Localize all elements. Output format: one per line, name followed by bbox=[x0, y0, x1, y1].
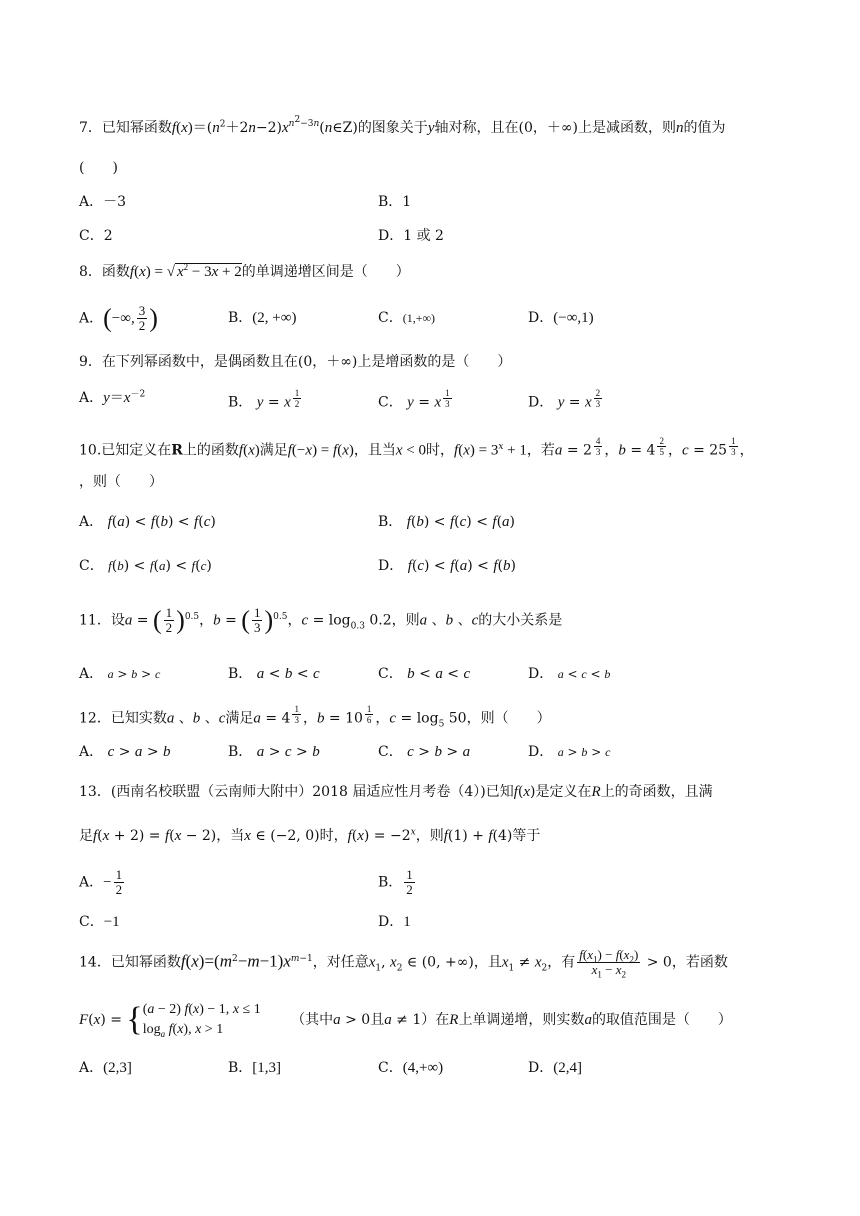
q8-option-b: B．(2, +∞) bbox=[228, 310, 297, 326]
q10-paren: ，则（ ） bbox=[79, 474, 163, 490]
q9-option-a: A．$y=x^{-2}$ bbox=[79, 389, 146, 406]
q14-option-b: B．[1,3] bbox=[228, 1060, 282, 1076]
q10-option-c: C． f(b) < f(a) < f(c) bbox=[79, 558, 212, 574]
q12-option-b: B． a > c > b bbox=[228, 744, 320, 760]
q14-stem-line2: F(x) = { (a − 2) f(x) − 1, x ≤ 1 $\log_a f(x)$, x > 1 （其中a > 0且a ≠ 1）在R上单调递增，则实数a的取值范围是（ ） bbox=[79, 1001, 732, 1039]
q14-option-c: C．(4,+∞) bbox=[378, 1060, 444, 1076]
q9-option-c: C． y = x $^{\frac{1}{3}}$ bbox=[378, 388, 450, 411]
q13-option-b: B． $\frac{1}{2}$ bbox=[378, 867, 413, 897]
q9-stem: 9．在下列幂函数中，是偶函数且在(0，＋∞)上是增函数的是（ ） bbox=[79, 354, 512, 370]
q7-option-a: A．－3 bbox=[79, 194, 127, 210]
q7-stem: 7．已知幂函数$f(x)=(n^2+2n-2)x^{n^2-3n}(n\in Z)$的图象关于y轴对称，且在(0，＋∞)上是减函数，则n的值为 bbox=[79, 115, 726, 136]
q11-option-d: D． a < c < b bbox=[528, 666, 611, 682]
q10-option-b: B． f(b) < f(c) < f(a) bbox=[378, 514, 515, 530]
q13-stem-line1: 13．(西南名校联盟（云南师大附中）2018 届适应性月考卷（4）)已知f(x)是定义在R上的奇函数，且满 bbox=[79, 784, 713, 800]
q7-option-c: C．2 bbox=[79, 228, 113, 244]
q13-stem-line2: 足f(x + 2) = f(x − 2)，当x ∈ (−2, 0)时，$f(x) = -2^x$，则f(1) + f(4)等于 bbox=[79, 827, 541, 844]
q9-option-d: D． y = x $^{\frac{2}{3}}$ bbox=[528, 388, 601, 411]
q13-option-c: C．−1 bbox=[79, 914, 120, 930]
q12-option-d: D． a > b > c bbox=[528, 744, 611, 760]
q12-option-a: A． c > a > b bbox=[79, 744, 171, 760]
q7-paren: ( ) bbox=[79, 160, 118, 176]
q10-option-d: D． f(c) < f(a) < f(b) bbox=[378, 558, 516, 574]
q8-stem: 8．函数f(x) = √ $x^2 - 3x + 2$的单调递增区间是（ ） bbox=[79, 262, 410, 280]
q10-stem: 10.已知定义在R上的函数f(x)满足f(−x) = f(x)，且当x < 0时，$f(x) = 3^x + 1$，若a = 2 $^{\frac{4}{3}}$ ，b = 4 $^{\frac{2}{5}}$ ，c = 25 $^{\frac{1}{3}}$ ， bbox=[79, 436, 754, 459]
q12-option-c: C． c > b > a bbox=[378, 744, 471, 760]
q7-option-d: D．1 或 2 bbox=[378, 228, 444, 244]
q11-option-a: A． a > b > c bbox=[79, 666, 161, 682]
q11-stem: 11．设a = ( $\frac{1}{2}$ )$^{0.5}$，b = ( $\frac{1}{3}$ )$^{0.5}$，$c = \log_{0.3} 0.2$，则a 、b 、c的大小关系是 bbox=[79, 605, 563, 635]
q14-stem-line1: 14．已知幂函数$f(x)=(m^2-m-1)x^{m-1}$，对任意$x_1$, $x_2$ ∈ (0, +∞)，且$x_1 \ne x_2$，有 $\frac{f(x_1) - f(x_2)}{x_1 - x_2}$ > 0，若函数 bbox=[79, 947, 728, 980]
q8-option-a: A．(−∞, $\frac{3}{2}$ ) bbox=[79, 303, 158, 333]
q9-option-b: B． y = x $^{\frac{1}{2}}$ bbox=[228, 388, 300, 411]
q12-stem: 12．已知实数a 、b 、c满足a = 4 $^{\frac{1}{3}}$ ，b = 10 $^{\frac{1}{6}}$ ，$c = \log_5 50$，则（ ） bbox=[79, 704, 551, 730]
q14-option-a: A．(2,3] bbox=[79, 1060, 132, 1076]
q11-option-c: C． b < a < c bbox=[378, 666, 471, 682]
q13-option-a: A．− $\frac{1}{2}$ bbox=[79, 867, 123, 897]
q13-option-d: D．1 bbox=[378, 914, 411, 930]
q10-option-a: A． f(a) < f(b) < f(c) bbox=[79, 514, 216, 530]
q11-option-b: B． a < b < c bbox=[228, 666, 320, 682]
q7-option-b: B．1 bbox=[378, 194, 412, 210]
q14-option-d: D．(2,4] bbox=[528, 1060, 582, 1076]
q8-option-d: D．(−∞,1) bbox=[528, 310, 594, 326]
q8-option-c: C．(1,+∞) bbox=[378, 310, 436, 326]
